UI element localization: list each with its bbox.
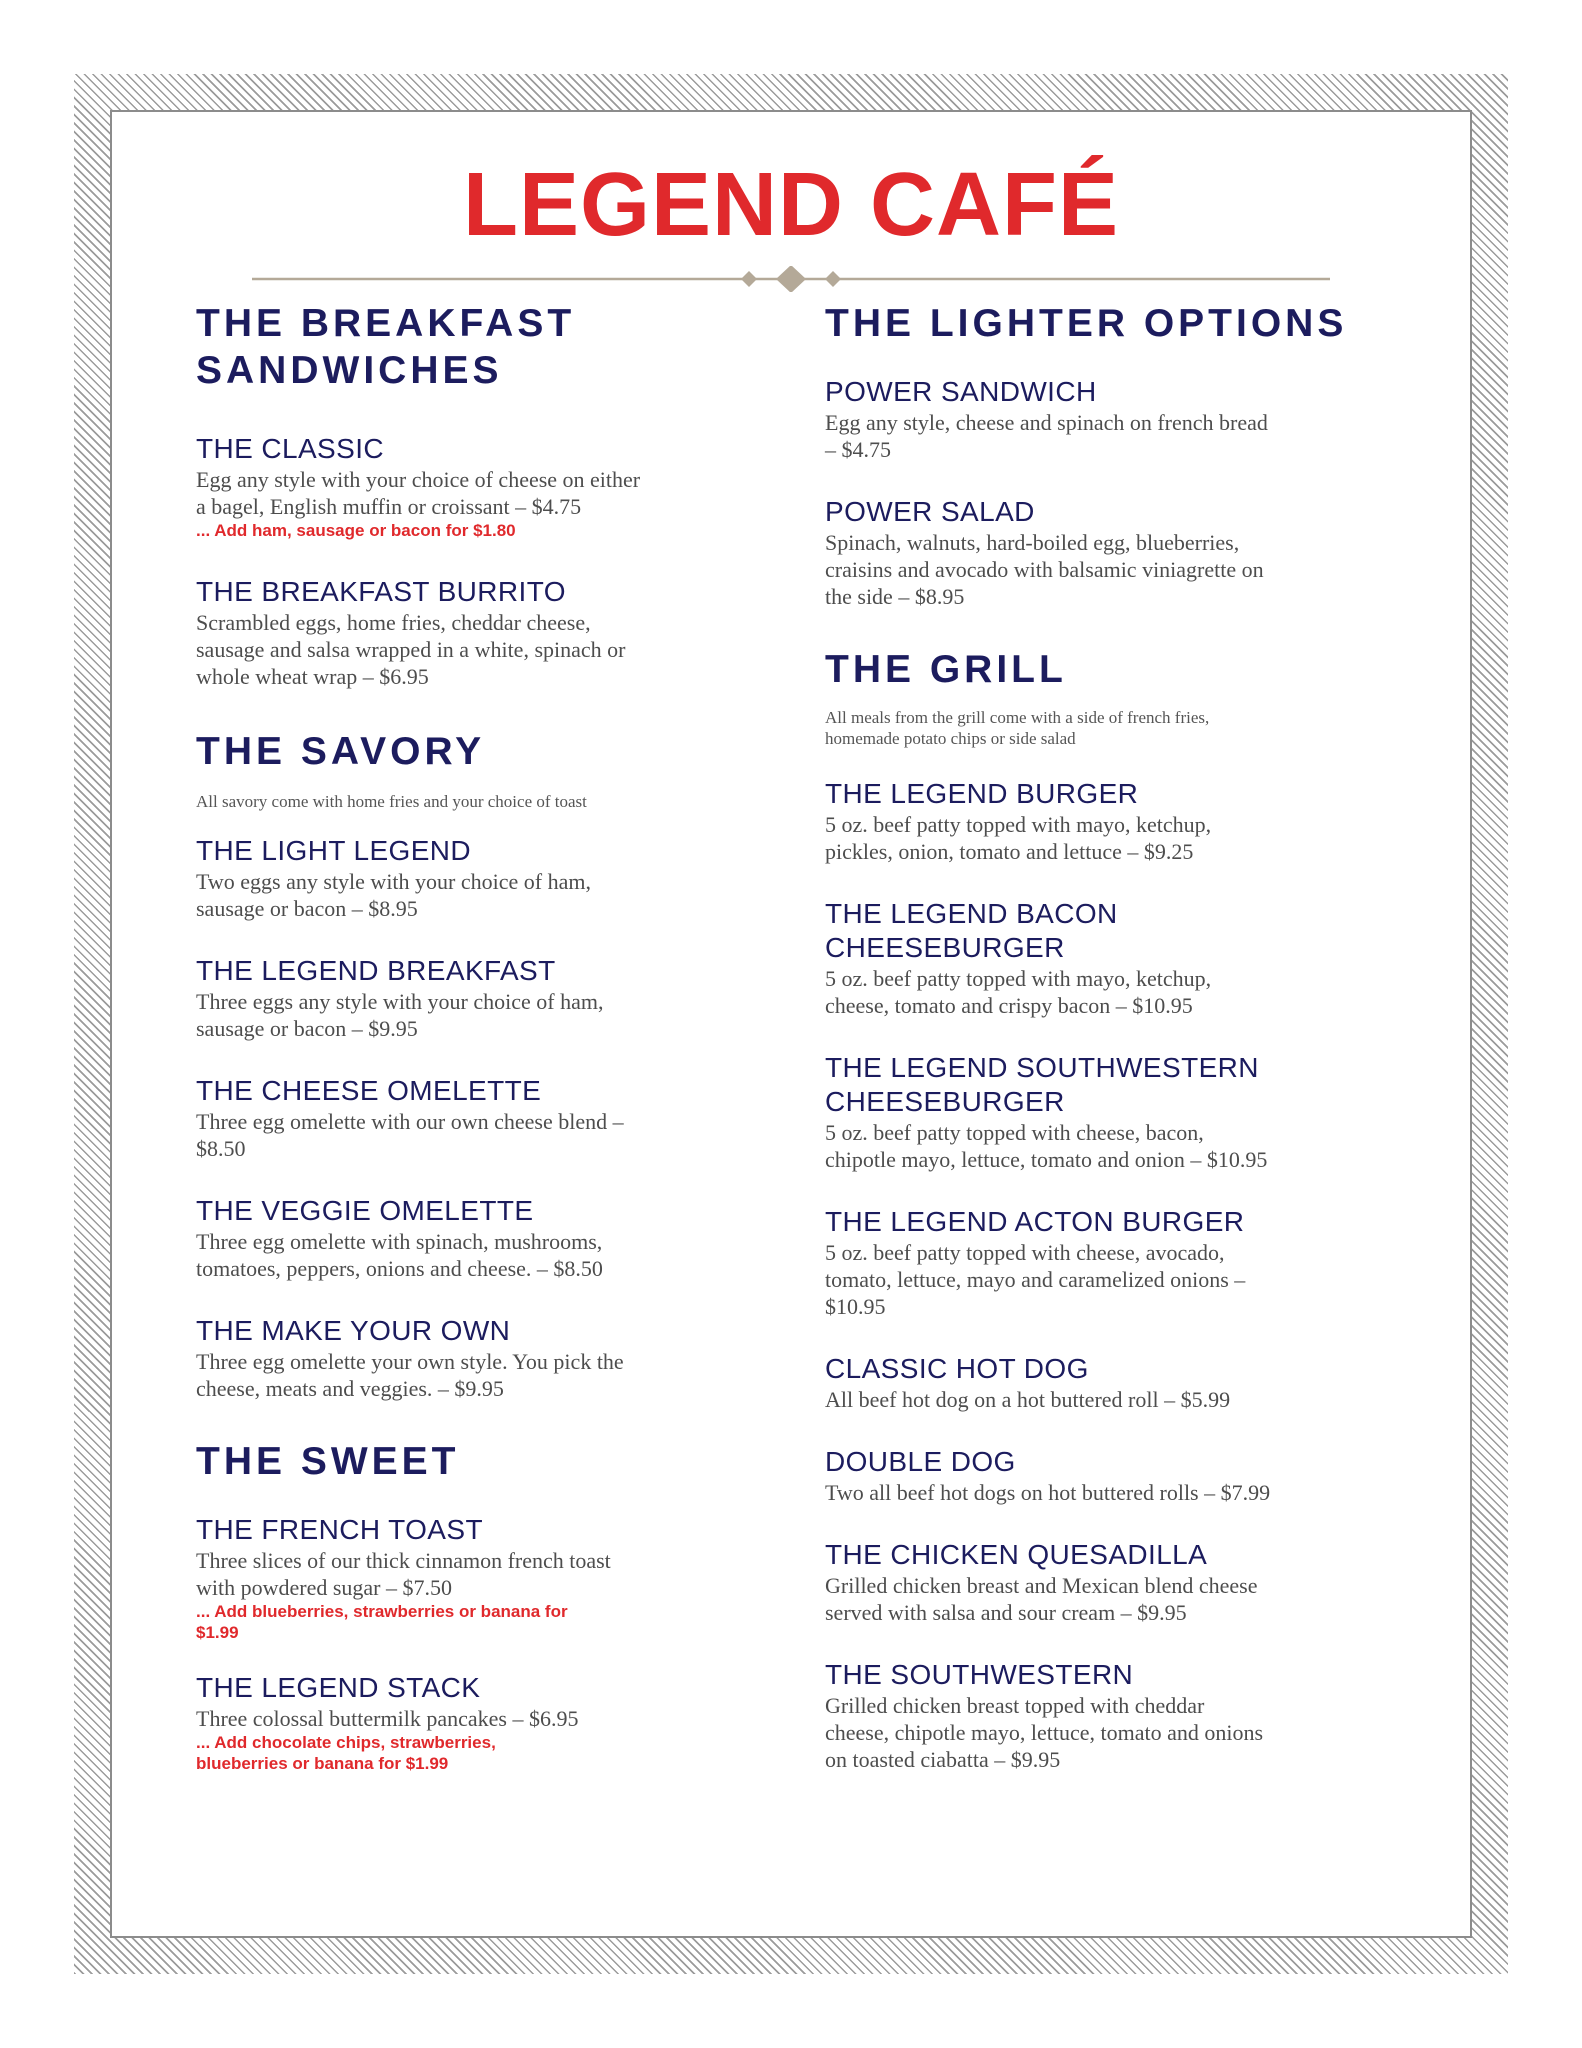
- item-name: POWER SANDWICH: [825, 376, 1097, 407]
- item-desc: tomatoes, peppers, onions and cheese. – $8.50: [196, 1256, 603, 1281]
- cafe-title: LEGEND CAFÉ: [462, 155, 1120, 255]
- item-desc: $8.50: [196, 1136, 246, 1161]
- item-name: THE LEGEND BREAKFAST: [196, 955, 556, 986]
- item-desc: cheese, meats and veggies. – $9.95: [196, 1376, 504, 1401]
- menu-item: [825, 1051, 1385, 1173]
- item-desc: on toasted ciabatta – $9.95: [825, 1747, 1061, 1772]
- item-desc: tomato, lettuce, mayo and caramelized onions –: [825, 1267, 1246, 1292]
- section-title: THE SAVORY: [196, 730, 486, 773]
- item-desc: sausage and salsa wrapped in a white, spinach or: [196, 637, 626, 662]
- item-addon: ... Add ham, sausage or bacon for $1.80: [196, 521, 516, 540]
- section-breakfast-sandwiches: [196, 300, 756, 690]
- menu-item: [825, 897, 1385, 1019]
- section-note: All savory come with home fries and your choice of toast: [196, 792, 587, 811]
- ornamental-divider: [252, 266, 1330, 292]
- item-name: DOUBLE DOG: [825, 1446, 1016, 1477]
- menu-item: [825, 375, 1385, 463]
- item-desc: 5 oz. beef patty topped with mayo, ketchup,: [825, 812, 1212, 837]
- item-desc: – $4.75: [825, 437, 891, 462]
- item-desc: 5 oz. beef patty topped with cheese, bacon,: [825, 1120, 1204, 1145]
- item-desc: sausage or bacon – $8.95: [196, 896, 418, 921]
- item-name: THE LIGHT LEGEND: [196, 835, 472, 866]
- item-desc: cheese, tomato and crispy bacon – $10.95: [825, 993, 1193, 1018]
- item-desc: 5 oz. beef patty topped with cheese, avocado,: [825, 1240, 1225, 1265]
- item-desc: the side – $8.95: [825, 584, 965, 609]
- menu-item: [196, 1671, 756, 1774]
- item-desc: Three eggs any style with your choice of ham,: [196, 989, 604, 1014]
- item-name: THE CHEESE OMELETTE: [196, 1075, 542, 1106]
- section-title: THE LIGHTER OPTIONS: [825, 302, 1348, 345]
- section-title: THE GRILL: [825, 648, 1067, 691]
- item-name: POWER SALAD: [825, 496, 1035, 527]
- item-name: THE LEGEND BURGER: [825, 778, 1139, 809]
- item-desc: Egg any style, cheese and spinach on french bread: [825, 410, 1268, 435]
- menu-item: [825, 1538, 1385, 1626]
- item-addon: ... Add chocolate chips, strawberries,: [196, 1733, 496, 1752]
- menu-item: [825, 777, 1385, 865]
- item-name: THE CLASSIC: [196, 433, 384, 464]
- section-savory: [196, 728, 756, 1402]
- item-name: THE LEGEND ACTON BURGER: [825, 1206, 1245, 1237]
- left-column: [196, 300, 756, 1774]
- item-desc: craisins and avocado with balsamic viniagrette on: [825, 557, 1264, 582]
- section-lighter-options: [825, 300, 1385, 610]
- item-desc: Grilled chicken breast and Mexican blend cheese: [825, 1573, 1258, 1598]
- item-addon: ... Add blueberries, strawberries or banana for: [196, 1602, 568, 1621]
- section-sweet: [196, 1438, 756, 1774]
- item-desc: 5 oz. beef patty topped with mayo, ketchup,: [825, 966, 1212, 991]
- menu-item: [825, 1205, 1385, 1320]
- item-name: CHEESEBURGER: [825, 1086, 1065, 1117]
- menu-item: [196, 1074, 756, 1162]
- item-desc: Three egg omelette with spinach, mushrooms,: [196, 1229, 603, 1254]
- item-desc: pickles, onion, tomato and lettuce – $9.25: [825, 839, 1194, 864]
- item-desc: Three colossal buttermilk pancakes – $6.95: [196, 1706, 579, 1731]
- item-name: CHEESEBURGER: [825, 932, 1065, 963]
- item-desc: a bagel, English muffin or croissant – $4.75: [196, 494, 582, 519]
- item-name: THE FRENCH TOAST: [196, 1514, 483, 1545]
- item-desc: whole wheat wrap – $6.95: [196, 664, 429, 689]
- item-desc: chipotle mayo, lettuce, tomato and onion – $10.95: [825, 1147, 1268, 1172]
- menu-item: [196, 1314, 756, 1402]
- menu-item: [196, 834, 756, 922]
- section-note: All meals from the grill come with a side of french fries, homemade potato chips or side salad: [825, 708, 1210, 748]
- item-desc: served with salsa and sour cream – $9.95: [825, 1600, 1187, 1625]
- item-desc: sausage or bacon – $9.95: [196, 1016, 418, 1041]
- item-name: THE LEGEND STACK: [196, 1672, 481, 1703]
- item-name: CLASSIC HOT DOG: [825, 1353, 1089, 1384]
- menu-item: [196, 575, 756, 690]
- item-desc: Three slices of our thick cinnamon french toast: [196, 1548, 611, 1573]
- item-name: THE LEGEND SOUTHWESTERN: [825, 1052, 1259, 1083]
- item-name: THE BREAKFAST BURRITO: [196, 576, 566, 607]
- item-desc: $10.95: [825, 1294, 886, 1319]
- item-desc: cheese, chipotle mayo, lettuce, tomato and onions: [825, 1720, 1264, 1745]
- item-desc: with powdered sugar – $7.50: [196, 1575, 453, 1600]
- section-title: THE BREAKFAST SANDWICHES: [196, 302, 576, 392]
- item-desc: Spinach, walnuts, hard-boiled egg, blueberries,: [825, 530, 1240, 555]
- item-desc: All beef hot dog on a hot buttered roll – $5.99: [825, 1387, 1231, 1412]
- item-desc: Two eggs any style with your choice of ham,: [196, 869, 591, 894]
- item-name: THE SOUTHWESTERN: [825, 1659, 1134, 1690]
- right-column: [825, 300, 1385, 1773]
- menu-item: [825, 1352, 1385, 1413]
- section-title: THE SWEET: [196, 1440, 460, 1483]
- item-name: THE MAKE YOUR OWN: [196, 1315, 511, 1346]
- item-desc: Scrambled eggs, home fries, cheddar cheese,: [196, 610, 591, 635]
- item-desc: Two all beef hot dogs on hot buttered rolls – $7.99: [825, 1480, 1271, 1505]
- item-name: THE LEGEND BACON: [825, 898, 1118, 929]
- item-addon: blueberries or banana for $1.99: [196, 1754, 449, 1773]
- section-grill: [825, 646, 1385, 1773]
- item-desc: Egg any style with your choice of cheese on either: [196, 467, 641, 492]
- item-desc: Three egg omelette with our own cheese blend –: [196, 1109, 624, 1134]
- item-name: THE VEGGIE OMELETTE: [196, 1195, 534, 1226]
- item-name: THE CHICKEN QUESADILLA: [825, 1539, 1208, 1570]
- menu-item: [196, 1194, 756, 1282]
- item-desc: Grilled chicken breast topped with cheddar: [825, 1693, 1205, 1718]
- menu-item: [825, 495, 1385, 610]
- menu-item: [196, 432, 756, 541]
- item-desc: Three egg omelette your own style. You pick the: [196, 1349, 624, 1374]
- menu-item: [825, 1658, 1385, 1773]
- menu-item: [825, 1445, 1385, 1506]
- menu-item: [196, 1513, 756, 1643]
- item-addon: $1.99: [196, 1623, 239, 1642]
- menu-item: [196, 954, 756, 1042]
